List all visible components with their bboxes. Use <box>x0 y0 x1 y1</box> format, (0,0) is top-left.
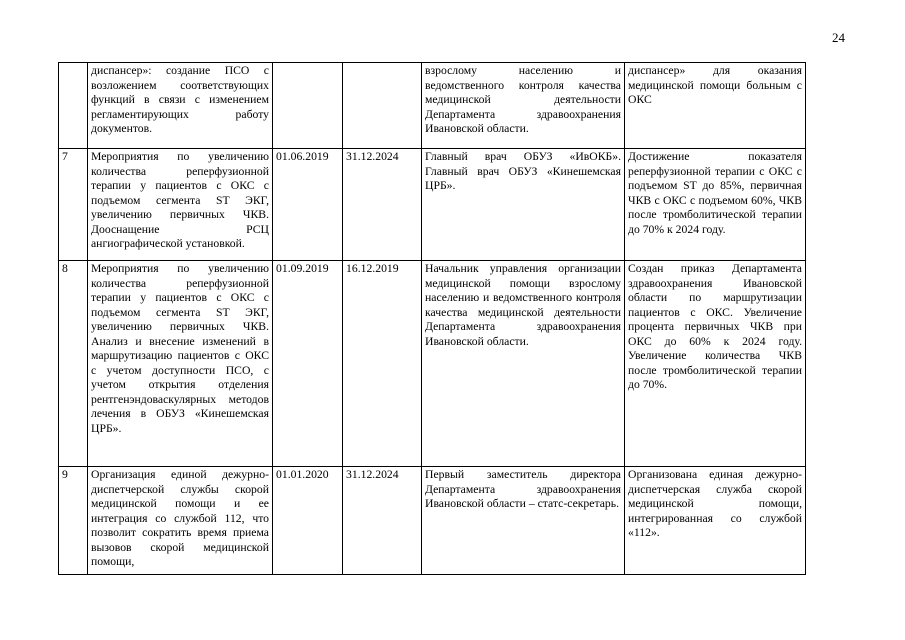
row-number: 7 <box>59 149 88 261</box>
result-cell: Организована единая дежурно-диспетчерская служба скорой медицинской помощи, интегрированная со службой «112». <box>625 467 806 575</box>
result-cell: диспансер» для оказания медицинской помощи больным с ОКС <box>625 63 806 149</box>
event-cell: Организация единой дежурно-диспетчерской службы скорой медицинской помощи и ее интеграция со службой 112, что позволит сократить время приема вызовов скорой медицинской помощи, <box>88 467 273 575</box>
page-number: 24 <box>832 30 845 45</box>
event-cell: Мероприятия по увеличению количества реперфузионной терапии у пациентов с ОКС с подъемом сегмента ST ЭКГ, увеличению первичных ЧКВ. Анализ и внесение изменений в маршрутизацию пациентов с ОКС с учетом доступности ПСО, с учетом открытия отделения рентгенэндоваскулярных методов лечения в ОБУЗ «Кинешемская ЦРБ». <box>88 261 273 467</box>
responsible-cell: Первый заместитель директора Департамента здравоохранения Ивановской области – статс-секретарь. <box>422 467 625 575</box>
table-row <box>59 149 806 261</box>
start-date-cell <box>273 63 343 149</box>
result-cell: Создан приказ Департамента здравоохранения Ивановской области по маршрутизации пациентов с ОКС. Увеличение процента первичных ЧКВ при ОКС до 60% к 2024 году. Увеличение количества ЧКВ после тромболитической терапии до 70%. <box>625 261 806 467</box>
row-number: 9 <box>59 467 88 575</box>
row-number: 8 <box>59 261 88 467</box>
start-date-cell: 01.09.2019 <box>273 261 343 467</box>
end-date-cell: 31.12.2024 <box>343 149 422 261</box>
table-row <box>59 467 806 575</box>
table-row <box>59 261 806 467</box>
end-date-cell <box>343 63 422 149</box>
start-date-cell: 01.01.2020 <box>273 467 343 575</box>
responsible-cell: взрослому населению и ведомственного контроля качества медицинской деятельности Департамента здравоохранения Ивановской области. <box>422 63 625 149</box>
event-cell: Мероприятия по увеличению количества реперфузионной терапии у пациентов с ОКС с подъемом сегмента ST ЭКГ, увеличению первичных ЧКВ. Дооснащение РСЦ ангиографической установкой. <box>88 149 273 261</box>
event-cell: диспансер»: создание ПСО с возложением соответствующих функций в связи с изменением регламентирующих работу документов. <box>88 63 273 149</box>
start-date-cell: 01.06.2019 <box>273 149 343 261</box>
plan-table <box>58 62 806 575</box>
end-date-cell: 31.12.2024 <box>343 467 422 575</box>
table-row <box>59 63 806 149</box>
result-cell: Достижение показателя реперфузионной терапии с ОКС с подъемом ST до 85%, первичная ЧКВ с ОКС с подъемом 60%, ЧКВ после тромболитической терапии до 70% к 2024 году. <box>625 149 806 261</box>
row-number <box>59 63 88 149</box>
end-date-cell: 16.12.2019 <box>343 261 422 467</box>
responsible-cell: Главный врач ОБУЗ «ИвОКБ». Главный врач ОБУЗ «Кинешемская ЦРБ». <box>422 149 625 261</box>
responsible-cell: Начальник управления организации медицинской помощи взрослому населению и ведомственного контроля качества медицинской деятельности Департамента здравоохранения Ивановской области. <box>422 261 625 467</box>
